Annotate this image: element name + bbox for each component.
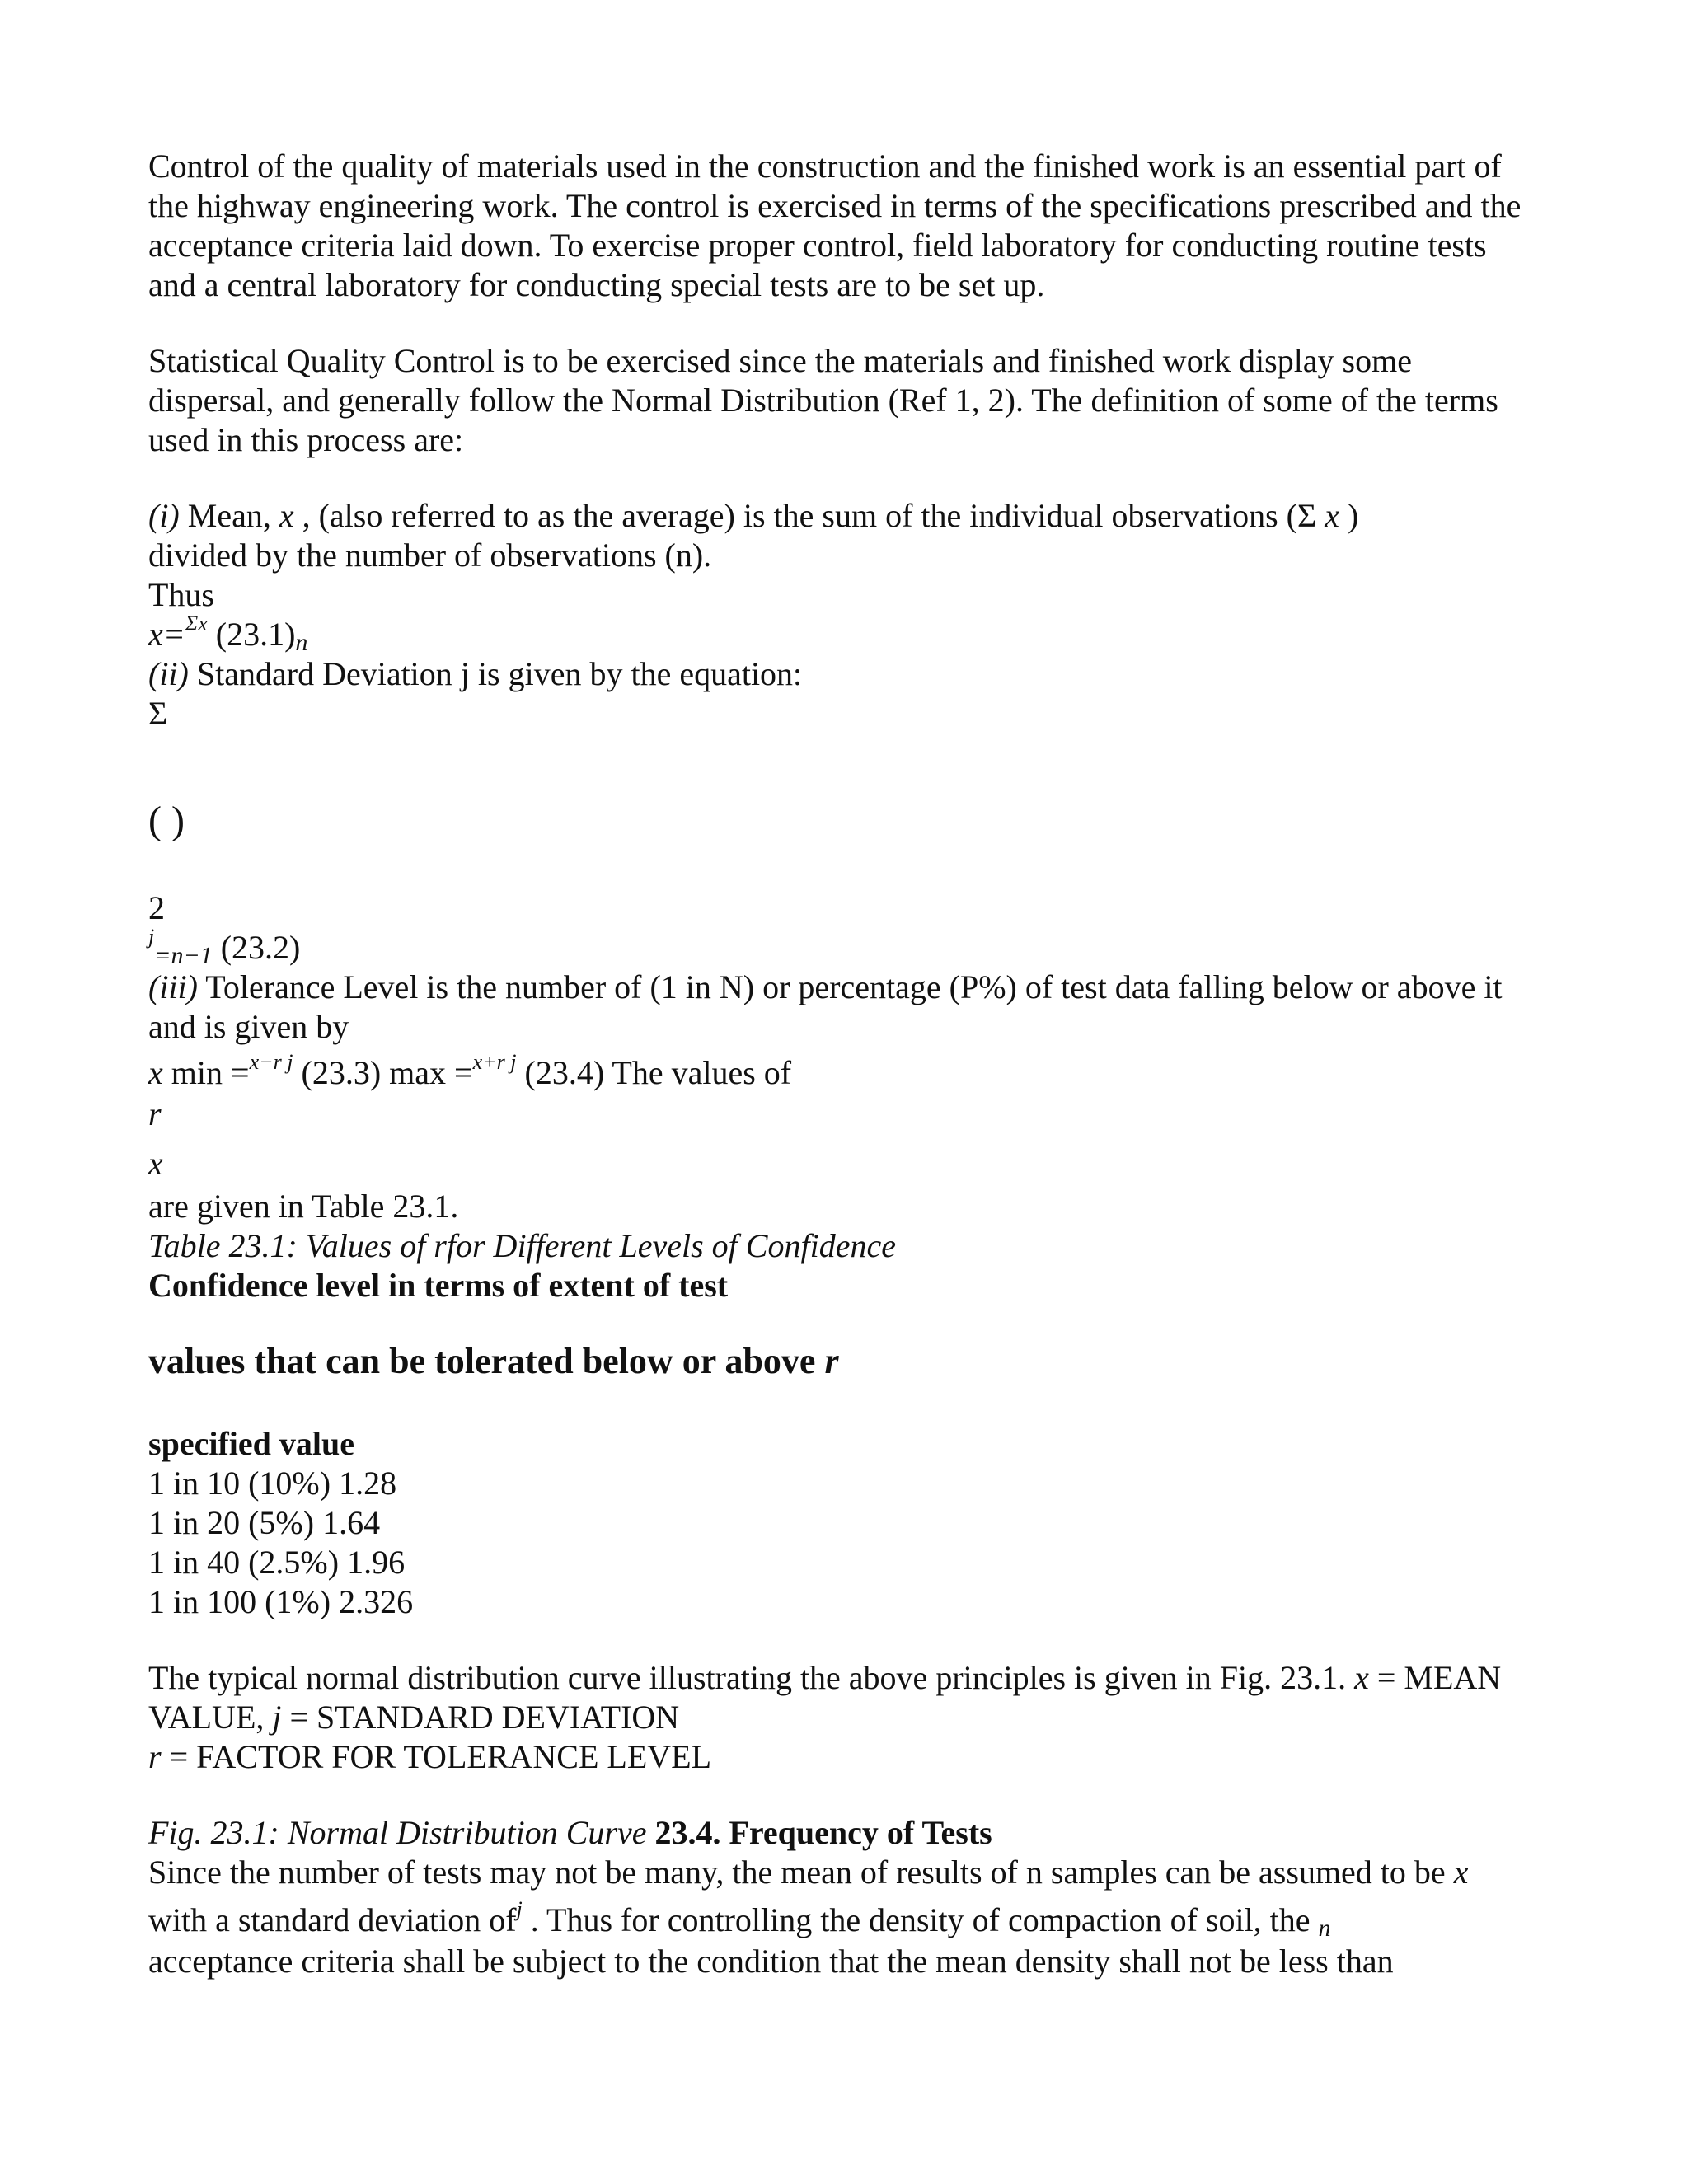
sd-label: (ii)	[148, 655, 189, 692]
frequency-line-3: acceptance criteria shall be subject to the condition that the mean density shall not be less than	[148, 1943, 1394, 1980]
table-header-line-1: Confidence level in terms of extent of test	[148, 1267, 729, 1304]
figure-caption: Fig. 23.1: Normal Distribution Curve	[148, 1814, 647, 1851]
standard-deviation-definition: (ii) Standard Deviation j is given by the equation:	[148, 655, 803, 692]
para2-line-1: Statistical Quality Control is to be exercised since the materials and finished work display some	[148, 342, 1412, 379]
typical-curve-line-3: r = FACTOR FOR TOLERANCE LEVEL	[148, 1738, 711, 1775]
frequency-line-1: Since the number of tests may not be many, the mean of results of n samples can be assumed to be x	[148, 1854, 1469, 1891]
para1-line-3: acceptance criteria laid down. To exercise proper control, field laboratory for conducting routine tests	[148, 227, 1487, 264]
section-heading: 23.4. Frequency of Tests	[646, 1814, 992, 1851]
r-symbol-line: r	[148, 1095, 162, 1132]
exponent-two: 2	[148, 889, 165, 926]
equation-23-2: $^j$=n−1 (23.2)	[148, 925, 301, 969]
table-row: 1 in 20 (5%) 1.64	[148, 1504, 381, 1541]
table-header-line-3: specified value	[148, 1425, 354, 1462]
para1-line-2: the highway engineering work. The control is exercised in terms of the specifications prescribed and the	[148, 187, 1522, 224]
para1-line-4: and a central laboratory for conducting special tests are to be set up.	[148, 266, 1045, 303]
thus-text: Thus	[148, 576, 214, 613]
figure-caption-and-section-heading	[148, 1813, 992, 1853]
typical-curve-line-2: VALUE, j = STANDARD DEVIATION	[148, 1699, 680, 1736]
sigma-symbol: Σ	[148, 695, 168, 732]
table-reference-text: are given in Table 23.1.	[148, 1188, 459, 1225]
table-header-line-2: values that can be tolerated below or above r	[148, 1341, 839, 1381]
tolerance-definition: (iii) Tolerance Level is the number of (1 in N) or percentage (P%) of test data falling below or above it	[148, 968, 1503, 1005]
parentheses-symbol: ( )	[148, 799, 185, 842]
frequency-line-2: with a standard deviation $of^j$ . Thus for controlling the density of compaction of soil, the n	[148, 1897, 1331, 1942]
mean-definition: (i) Mean, x , (also referred to as the average) is the sum of the individual observations (Σ x )	[148, 497, 1359, 534]
equation-23-1: x=$^{\Sigma x}$ (23.1)n	[148, 612, 308, 656]
table-row: 1 in 40 (2.5%) 1.96	[148, 1544, 406, 1581]
para2-line-3: used in this process are:	[148, 421, 464, 458]
table-caption: Table 23.1: Values of rfor Different Levels of Confidence	[148, 1227, 896, 1264]
para2-line-2: dispersal, and generally follow the Normal Distribution (Ref 1, 2). The definition of some of the terms	[148, 382, 1498, 419]
para1-line-1: Control of the quality of materials used in the construction and the finished work is an essential part of	[148, 148, 1502, 185]
mean-label: (i)	[148, 497, 180, 534]
equation-23-3-23-4: x min =$^{x-r j}$ (23.3) max =$^{x+r j}$ (23.4) The values of	[148, 1050, 792, 1091]
mean-definition-line-2: divided by the number of observations (n).	[148, 537, 712, 574]
table-row: 1 in 100 (1%) 2.326	[148, 1583, 414, 1620]
x-symbol-line: x	[148, 1145, 163, 1182]
tol-label: (iii)	[148, 968, 198, 1005]
table-row: 1 in 10 (10%) 1.28	[148, 1465, 397, 1502]
tolerance-definition-line-2: and is given by	[148, 1008, 349, 1045]
typical-curve-line-1: The typical normal distribution curve illustrating the above principles is given in Fig. 23.1. x = MEAN	[148, 1659, 1502, 1696]
